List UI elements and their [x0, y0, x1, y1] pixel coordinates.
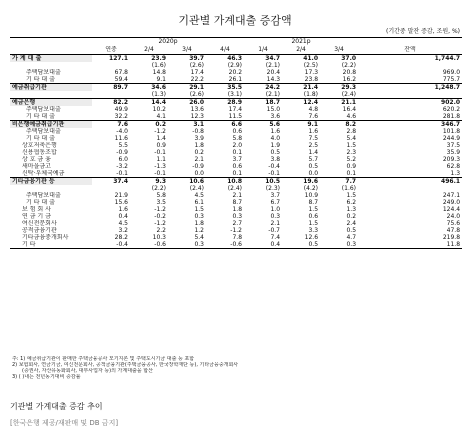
table-cell: 1.5 [346, 192, 357, 199]
table-cell: 37.0 [341, 55, 357, 62]
table-cell: 496.1 [358, 178, 462, 186]
table-cell: 0.3 [194, 213, 204, 220]
table-cell: -1.2 [230, 227, 243, 234]
table-cell: 2.1 [270, 220, 281, 227]
table-row [10, 84, 462, 92]
table-cell: 775.7 [442, 76, 461, 83]
table-row [10, 76, 462, 84]
table-cell: 4.0 [270, 135, 281, 142]
table-cell: 3.3 [308, 227, 319, 234]
table-row [10, 163, 462, 170]
row-label: 기 타 대 출 [26, 199, 55, 206]
table-cell: 1.8 [194, 220, 204, 227]
table-cell: 15.6 [114, 199, 128, 206]
table-cell: 1.8 [194, 142, 204, 149]
source-note: [한국은행 제공/재판매 및 DB 금지] [10, 419, 119, 427]
table-cell: (2.1) [265, 62, 281, 69]
table-cell: -4.0 [116, 128, 128, 135]
row-label: 기타금융기관 등 [10, 178, 92, 186]
table-cell: (2.4) [189, 185, 204, 192]
table-cell: 12.6 [304, 234, 319, 241]
table-cell: 247.1 [442, 192, 461, 199]
table-cell: 620.2 [442, 106, 461, 113]
table-cell: 3.1 [168, 121, 206, 129]
table-cell: 20.8 [342, 69, 357, 76]
table-cell: 14.8 [152, 69, 166, 76]
table-cell: (2.2) [151, 185, 166, 192]
table-row [10, 178, 462, 186]
row-label: 상 호 금 융 [22, 156, 51, 163]
row-label [10, 62, 92, 69]
row-label: 예금은행 [10, 99, 92, 107]
table-row [10, 185, 462, 192]
table-cell: 10.3 [152, 234, 166, 241]
column-header: 3/4 [168, 46, 206, 55]
row-label: 신탁·우체국예금 [22, 170, 65, 177]
table-cell: (1.8) [303, 91, 319, 98]
row-label: 기 타 대 출 [26, 113, 55, 120]
table-cell: 1.6 [270, 128, 281, 135]
row-label: 신용협동조합 [22, 149, 57, 156]
table-cell: 11.8 [358, 241, 462, 249]
table-cell: -0.1 [116, 170, 128, 177]
table-cell: 21.4 [282, 84, 320, 92]
table-cell: (4.2) [303, 185, 319, 192]
table-cell: 0.4 [244, 241, 282, 249]
table-cell: 0.5 [282, 241, 320, 249]
table-cell: 4.1 [156, 113, 166, 120]
table-row [10, 234, 462, 241]
table-row [10, 142, 462, 149]
table-row [10, 121, 462, 129]
table-row [10, 156, 462, 163]
table-cell: (2.9) [227, 62, 243, 69]
table-cell: 1.0 [270, 206, 281, 213]
table-cell: (2.3) [265, 185, 281, 192]
table-cell: 1.8 [232, 206, 243, 213]
table-cell: 7.8 [232, 234, 243, 241]
table-row [10, 149, 462, 156]
footnote: (증권사, 자산유동화회사, 대부사업자 등)의 가계대출을 합산 [22, 368, 153, 374]
table-cell: 11.5 [228, 113, 243, 120]
table-cell: 10.6 [168, 178, 206, 186]
table-cell: 2.0 [232, 142, 243, 149]
table-cell: 0.3 [320, 241, 358, 249]
loan-table [10, 37, 462, 249]
header-year-2021: 2021p [244, 38, 358, 47]
table-row [10, 213, 462, 220]
table-row [10, 62, 462, 69]
table-row [10, 220, 462, 227]
column-header: 1/4 [244, 46, 282, 55]
table-cell: 1,744.7 [434, 55, 461, 62]
table-cell: 2.1 [194, 156, 204, 163]
table-cell: -1.2 [154, 206, 166, 213]
table-cell: 17.4 [190, 69, 204, 76]
row-label: 여신전문회사 [22, 220, 57, 227]
table-cell: -0.1 [154, 170, 166, 177]
table-cell: 2.5 [308, 142, 319, 149]
table-cell: 2.8 [346, 128, 357, 135]
table-cell: 249.0 [442, 199, 461, 206]
table-cell: 14.3 [266, 76, 281, 83]
table-cell: 47.8 [446, 227, 461, 234]
table-cell: 24.0 [446, 213, 461, 220]
row-label: 주택담보대출 [26, 128, 61, 135]
row-label: 공적금융기관 [22, 227, 57, 234]
row-label: 기 타 [10, 241, 92, 249]
table-cell: 3.7 [232, 156, 243, 163]
table-cell: 17.4 [228, 106, 243, 113]
row-label [10, 91, 92, 99]
table-cell: 10.2 [152, 106, 166, 113]
table-cell: (2.4) [227, 185, 243, 192]
table-cell: -1.2 [154, 128, 166, 135]
table-cell: 209.3 [442, 156, 461, 163]
row-label: 주택담보대출 [26, 106, 61, 113]
table-cell: 0.6 [232, 128, 243, 135]
row-label: 예금취급기관 [10, 84, 92, 92]
table-cell: 3.8 [270, 156, 281, 163]
table-cell: 28.9 [206, 99, 244, 107]
table-cell: 5.6 [244, 121, 282, 129]
row-label: 상호저축은행 [22, 142, 57, 149]
table-cell: 29.1 [168, 84, 206, 92]
table-cell: 5.5 [118, 142, 128, 149]
table-cell: 0.9 [346, 163, 357, 170]
table-cell: (2.1) [265, 91, 281, 98]
table-row [10, 227, 462, 234]
table-cell: 3.7 [270, 192, 281, 199]
table-cell: 5.2 [346, 156, 357, 163]
table-row [10, 113, 462, 121]
table-cell: 0.3 [270, 213, 281, 220]
table-row [10, 106, 462, 113]
caption: 기관별 가계대출 증감 추이 [10, 402, 103, 411]
table-cell: 9.1 [156, 76, 166, 83]
table-cell: 7.5 [308, 135, 319, 142]
table-cell: 21.9 [114, 192, 128, 199]
table-cell: 0.1 [346, 170, 357, 177]
table-cell: 1.6 [118, 206, 128, 213]
table-cell: 9.1 [282, 121, 320, 129]
table-cell: 1.6 [308, 128, 319, 135]
table-cell: -0.4 [92, 241, 130, 249]
row-label: 기 타 대 출 [26, 76, 55, 83]
table-cell: 6.1 [194, 199, 204, 206]
table-cell: 6.6 [206, 121, 244, 129]
unit-note: (기간중 말잔 증감, 조원, %) [386, 28, 460, 35]
footnote: 2) 보험회사, 연금기금, 여신전문회사, 공적금융기관(주택금융공사, 한국장학재단 등), 기타금융중개회사 [12, 362, 239, 368]
column-header: 3/4 [320, 46, 358, 55]
table-cell: 4.5 [194, 192, 204, 199]
table-cell: -3.2 [116, 163, 128, 170]
column-header: 4/4 [206, 46, 244, 55]
table-cell: 1.5 [308, 220, 319, 227]
table-cell: 20.4 [266, 69, 281, 76]
table-cell: 0.0 [194, 170, 204, 177]
table-cell: 0.2 [194, 149, 204, 156]
table-cell: 0.1 [232, 170, 243, 177]
table-cell: 0.5 [308, 163, 319, 170]
column-header: 2/4 [282, 46, 320, 55]
table-cell: 969.0 [442, 69, 461, 76]
row-label: 기타금융중개회사 [22, 234, 69, 241]
table-cell: 59.4 [114, 76, 128, 83]
table-cell [358, 91, 462, 99]
table-cell: (1.3) [151, 91, 166, 98]
table-cell: 5.8 [156, 192, 166, 199]
table-cell: -0.1 [154, 149, 166, 156]
table-cell: 7.7 [320, 178, 358, 186]
table-cell: (2.6) [189, 91, 204, 98]
table-cell: 127.1 [109, 55, 128, 62]
table-row [10, 241, 462, 249]
table-cell: 0.3 [168, 241, 206, 249]
header-year-2020: 2020p [92, 38, 244, 47]
table-cell: -1.2 [154, 220, 166, 227]
table-row [10, 55, 462, 63]
table-cell: -0.9 [116, 149, 128, 156]
table-cell: 20.2 [228, 69, 243, 76]
row-label [10, 185, 92, 192]
table-cell: 2.3 [346, 149, 357, 156]
table-cell: 0.5 [346, 227, 357, 234]
table-cell: 1.3 [450, 170, 461, 177]
table-cell: 101.8 [442, 128, 461, 135]
table-cell: 1.5 [346, 142, 357, 149]
table-cell: 902.0 [358, 99, 462, 107]
table-cell: 1.1 [156, 156, 166, 163]
header-blank [10, 38, 92, 47]
header-column-row [10, 46, 462, 55]
row-label: 기 타 대 출 [26, 135, 55, 142]
table-cell: 26.0 [168, 99, 206, 107]
table-cell: 346.7 [358, 121, 462, 129]
table-cell: 281.8 [442, 113, 461, 120]
table-row [10, 192, 462, 199]
table-cell [358, 185, 462, 192]
column-header: 연중 [92, 46, 130, 55]
table-cell: 0.4 [118, 213, 128, 220]
table-cell: (3.1) [227, 91, 243, 98]
row-label: 새마을금고 [22, 163, 51, 170]
table-cell: 12.3 [190, 113, 204, 120]
table-cell: 37.5 [446, 142, 461, 149]
table-cell: 23.9 [151, 55, 166, 62]
table-cell: 0.9 [156, 142, 166, 149]
table-cell: -0.7 [268, 227, 281, 234]
table-row [10, 170, 462, 178]
table-cell: 1.9 [270, 142, 281, 149]
table-cell: 5.4 [346, 135, 357, 142]
table-cell: 1.5 [308, 206, 319, 213]
table-cell: -0.6 [130, 241, 168, 249]
table-cell: 219.8 [442, 234, 461, 241]
table-cell: 8.2 [320, 121, 358, 129]
table-cell: 0.2 [346, 213, 357, 220]
table-cell: 3.5 [156, 199, 166, 206]
table-cell: 13.6 [190, 106, 204, 113]
table-cell: 1.3 [346, 206, 357, 213]
table-cell: (1.6) [151, 62, 166, 69]
table-row [10, 199, 462, 206]
table-cell: 10.9 [304, 192, 319, 199]
table-cell: 8.7 [232, 199, 243, 206]
table-cell: 8.7 [308, 199, 319, 206]
table-cell: 41.0 [303, 55, 319, 62]
table-cell: -0.8 [192, 128, 204, 135]
table-cell: 32.2 [114, 113, 128, 120]
row-label: 연 금 기 금 [22, 213, 51, 220]
table-cell: (1.6) [341, 185, 357, 192]
table-cell: 1.5 [194, 206, 204, 213]
table-cell: 2.2 [156, 227, 166, 234]
table-cell: 12.4 [282, 99, 320, 107]
header-blank [10, 46, 92, 55]
table-cell: 5.7 [308, 156, 319, 163]
table-cell: 0.2 [130, 121, 168, 129]
table-cell: -1.3 [154, 163, 166, 170]
table-cell: 67.8 [114, 69, 128, 76]
table-cell: 4.6 [346, 113, 357, 120]
table-cell: 35.9 [446, 149, 461, 156]
table-cell: 4.8 [308, 106, 319, 113]
table-cell: 6.0 [118, 156, 128, 163]
footnote: 3) ( )내는 전년동기대비 증감률 [12, 374, 81, 380]
table-cell: 2.1 [232, 192, 243, 199]
table-cell: 35.5 [206, 84, 244, 92]
table-cell: 9.3 [130, 178, 168, 186]
table-cell: 3.6 [270, 113, 281, 120]
table-cell: 19.6 [282, 178, 320, 186]
table-cell: 1.4 [308, 149, 319, 156]
table-cell: 3.9 [194, 135, 204, 142]
row-label: 주택담보대출 [26, 192, 61, 199]
table-cell: 2.4 [346, 220, 357, 227]
footnotes [12, 356, 462, 380]
row-label: 주택담보대출 [26, 69, 61, 76]
table-cell: 22.2 [190, 76, 204, 83]
footnote: 주: 1) 예금취급기관이 판매한 주택금융공사 모기지론 및 주택도시기금 대출 등 포함 [12, 356, 195, 362]
table-cell: -0.2 [154, 213, 166, 220]
table-cell: 244.9 [442, 135, 461, 142]
table-cell: 89.7 [92, 84, 130, 92]
table-cell: -0.1 [268, 170, 281, 177]
table-cell: 7.6 [92, 121, 130, 129]
table-cell: -0.9 [192, 163, 204, 170]
table-cell: 1.2 [194, 227, 204, 234]
table-row [10, 128, 462, 135]
table-cell [92, 185, 130, 192]
table-cell: 28.2 [114, 234, 128, 241]
table-cell: (2.6) [189, 62, 204, 69]
table-cell: 0.1 [232, 149, 243, 156]
table-cell: 11.6 [114, 135, 128, 142]
table-cell: 10.8 [206, 178, 244, 186]
table-row [10, 206, 462, 213]
table-row [10, 99, 462, 107]
table-row [10, 135, 462, 142]
table-cell: 39.7 [189, 55, 204, 62]
table-cell: (2.4) [341, 91, 357, 98]
table-title: 기관별 가계대출 증감액 [178, 14, 292, 27]
table-row [10, 69, 462, 76]
column-header: 2/4 [130, 46, 168, 55]
table-cell: 34.7 [265, 55, 281, 62]
table-cell: 4.5 [118, 220, 128, 227]
table-cell: 0.6 [232, 163, 243, 170]
table-cell: 1.4 [156, 135, 166, 142]
table-cell: 34.6 [130, 84, 168, 92]
table-cell: 49.9 [114, 106, 128, 113]
table-cell: 23.8 [304, 76, 319, 83]
table-cell: 10.5 [244, 178, 282, 186]
table-cell: 6.2 [346, 199, 357, 206]
table-cell: 4.7 [346, 234, 357, 241]
table-cell: 2.7 [232, 220, 243, 227]
table-cell: 7.6 [308, 113, 319, 120]
header-year-row [10, 38, 462, 47]
table-cell: 62.8 [446, 163, 461, 170]
table-cell: 0.5 [270, 149, 281, 156]
table-cell: 0.6 [308, 213, 319, 220]
table-cell: 82.2 [92, 99, 130, 107]
table-cell: 24.2 [244, 84, 282, 92]
table-cell: (2.2) [341, 62, 357, 69]
table-cell: 18.7 [244, 99, 282, 107]
table-cell [92, 91, 130, 99]
table-cell: 16.2 [342, 76, 357, 83]
table-cell: 16.4 [342, 106, 357, 113]
table-cell: 124.4 [442, 206, 461, 213]
column-header: 잔액 [358, 46, 462, 55]
table-cell: 15.0 [266, 106, 281, 113]
table-cell [92, 62, 130, 69]
table-cell: 5.8 [232, 135, 243, 142]
table-cell: 46.3 [227, 55, 243, 62]
row-label: 보 험 회 사 [22, 206, 51, 213]
table-cell: -0.6 [206, 241, 244, 249]
table-cell: -0.4 [268, 163, 281, 170]
table-cell: 3.2 [118, 227, 128, 234]
table-cell: 0.3 [232, 213, 243, 220]
table-cell: 6.7 [270, 199, 281, 206]
row-label: 비은행예금취급기관 [10, 121, 92, 129]
table-row [10, 91, 462, 99]
table-cell: 17.3 [304, 69, 319, 76]
table-cell: 21.1 [320, 99, 358, 107]
table-body [10, 55, 462, 249]
table-cell: (2.5) [303, 62, 319, 69]
table-cell: 75.6 [446, 220, 461, 227]
table-cell: 29.3 [320, 84, 358, 92]
table-cell: 7.4 [270, 234, 281, 241]
header-blank [358, 38, 462, 47]
table-cell: 5.4 [194, 234, 204, 241]
table-cell: 26.1 [228, 76, 243, 83]
table-cell [358, 62, 462, 69]
table-cell: 37.4 [92, 178, 130, 186]
table-cell: 14.4 [130, 99, 168, 107]
table-cell: 0.0 [308, 170, 319, 177]
row-label: 가 계 대 출 [10, 55, 92, 63]
table-cell: 1,248.7 [358, 84, 462, 92]
